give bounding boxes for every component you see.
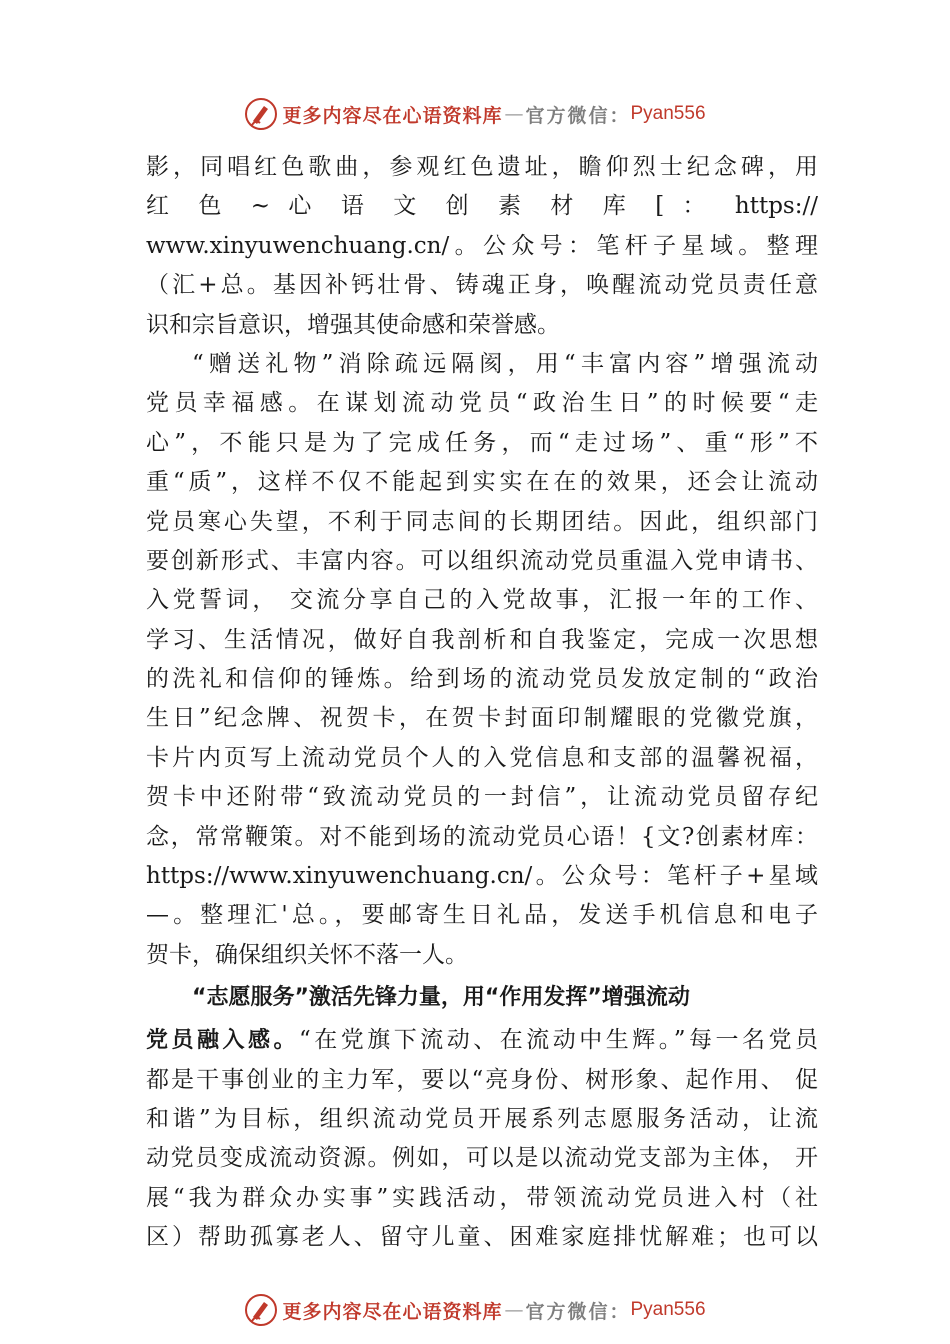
text-line: 区）帮助孤寡老人、留守儿童、困难家庭排忧解难；也可以 [146, 1224, 818, 1251]
bold-lead-text: 党员融入感。 [146, 1028, 299, 1054]
text-line: 党员寒心失望，不利于同志间的长期团结。因此，组织部门 [146, 508, 818, 535]
text-line: 贺卡，确保组织关怀不落一人。 [146, 941, 468, 968]
text-line: 卡片内页写上流动党员个人的入党信息和支部的温馨祝福， [146, 744, 818, 771]
text-line: 入党誓词， 交流分享自己的入党故事，汇报一年的工作、 [146, 587, 818, 614]
text-line: 重“质”，这样不仅不能起到实实在在的效果，还会让流动 [146, 469, 818, 496]
banner-dash: — [504, 1299, 524, 1321]
text-line: 动党员变成流动资源。例如，可以是以流动党支部为主体， 开 [146, 1145, 818, 1172]
writing-hand-logo-icon [244, 97, 278, 131]
text-line: 学习、生活情况，做好自我剖析和自我鉴定，完成一次思想 [146, 626, 818, 653]
text-line: 的洗礼和信仰的锤炼。给到场的流动党员发放定制的“政治 [146, 666, 818, 693]
text-line: “赠送礼物”消除疏远隔阂，用“丰富内容”增强流动 [192, 350, 818, 377]
text-line: 要创新形式、丰富内容。可以组织流动党员重温入党申请书、 [146, 547, 818, 574]
text-line: 识和宗旨意识，增强其使命感和荣誉感。 [146, 311, 560, 338]
text-line: （汇+总。基因补钙壮骨、铸魂正身，唤醒流动党员责任意 [146, 272, 818, 299]
banner-wechat-id: Pyan556 [630, 1299, 706, 1320]
text-line: 都是干事创业的主力军，要以“亮身份、树形象、起作用、 促 [146, 1066, 818, 1093]
footer-watermark [0, 1290, 950, 1330]
text-line: 和谐”为目标，组织流动党员开展系列志愿服务活动，让流 [146, 1105, 818, 1132]
text-line: 红 色 ~ 心 语 文 创 素 材 库 [ ： https:// [146, 193, 818, 220]
document-body [146, 148, 818, 1258]
banner-main-text: 更多内容尽在心语资料库 [282, 1300, 503, 1323]
banner-main-text: 更多内容尽在心语资料库 [282, 104, 503, 127]
section-heading: “志愿服务”激活先锋力量，用“作用发挥”增强流动 [192, 985, 690, 1011]
text-span: “在党旗下流动、在流动中生辉。”每一名党员 [299, 1027, 818, 1054]
banner-sub-text: 官方微信： [525, 1300, 631, 1323]
text-line: 念，常常鞭策。对不能到场的流动党员心语！{文?创素材库： [146, 823, 818, 850]
header-watermark [0, 94, 950, 134]
writing-hand-logo-icon [244, 1293, 278, 1327]
text-line: —。整理汇'总。，要邮寄生日礼品，发送手机信息和电子 [146, 902, 818, 929]
text-line: 影，同唱红色歌曲，参观红色遗址，瞻仰烈士纪念碑，用 [146, 154, 818, 180]
text-line: 心”，不能只是为了完成任务，而“走过场”、重“形”不 [146, 429, 818, 456]
text-line: 党员幸福感。在谋划流动党员“政治生日”的时候要“走 [146, 390, 818, 417]
text-line [146, 1021, 818, 1060]
banner-wechat-id: Pyan556 [630, 103, 706, 124]
text-line: 展“我为群众办实事”实践活动，带领流动党员进入村（社 [146, 1184, 818, 1211]
banner-dash: — [504, 103, 524, 125]
text-line: www.xinyuwenchuang.cn/。公众号：笔杆子星域。整理 [146, 232, 818, 259]
banner-sub-text: 官方微信： [525, 104, 631, 127]
text-line: 生日”纪念牌、祝贺卡，在贺卡封面印制耀眼的党徽党旗， [146, 705, 818, 732]
text-line: https://www.xinyuwenchuang.cn/。公众号：笔杆子+星域 [146, 863, 818, 890]
text-line: 贺卡中还附带“致流动党员的一封信”，让流动党员留存纪 [146, 784, 818, 811]
